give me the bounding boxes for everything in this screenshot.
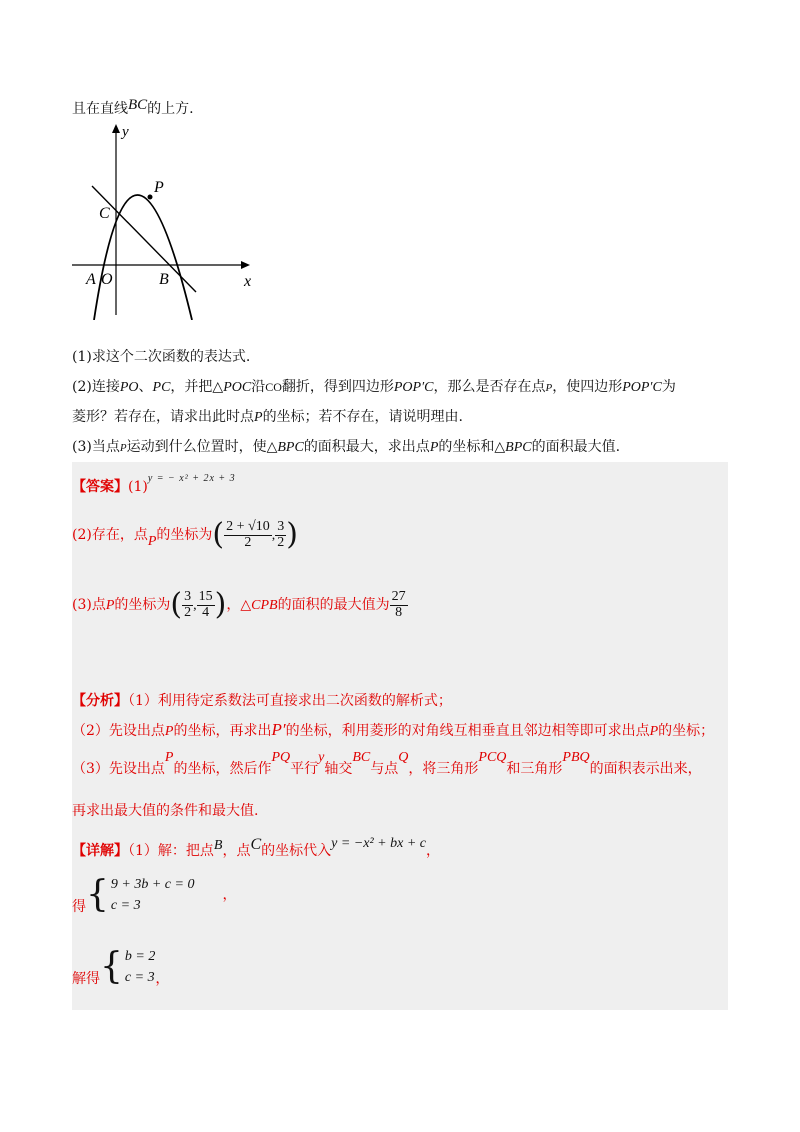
- question-1: (1)求这个二次函数的表达式.: [72, 349, 251, 365]
- answer-3-max: $\frac{27}{8}$: [391, 589, 406, 620]
- parabola-graph: [72, 120, 262, 320]
- question-2-line-1: (2)连接PO、PC，并把△POC沿CO翻折，得到四边形POP′C，那么是否存在点P，使四边形POP′C为: [72, 379, 676, 395]
- detail-line-1: 【详解】（1）解：把点B，点C的坐标代入y = −x² + bx + c，: [72, 836, 440, 859]
- equation-system-1: { 9 + 3b + c = 0 c = 3: [86, 874, 195, 915]
- o-label: O: [101, 271, 113, 288]
- x-axis-arrow: [241, 261, 250, 269]
- y-label: y: [122, 124, 129, 140]
- answer-3: (3)点P的坐标为( $\frac{3}{2}$ , $\frac{15}{4}$ )，△CPB的面积的最大值为 $\frac{27}{8}$: [72, 587, 406, 623]
- answer-1: 【答案】$(1)^{y = - x^2 + 2x + 3}$: [72, 473, 236, 495]
- line-bc: BC: [128, 97, 148, 113]
- analysis-line-1: 【分析】（1）利用待定系数法可直接求出二次函数的解析式；: [72, 693, 452, 709]
- question-3: (3)当点P运动到什么位置时，使△BPC的面积最大，求出点P的坐标和△BPC的面积最大值.: [72, 439, 621, 455]
- b-label: B: [159, 271, 169, 288]
- y-axis-arrow: [112, 124, 120, 133]
- answer-label: 【答案】: [72, 479, 128, 495]
- analysis-line-4: 再求出最大值的条件和最大值.: [72, 803, 259, 819]
- analysis-line-2: （2）先设出点P的坐标，再求出P′的坐标，利用菱形的对角线互相垂直且邻边相等即可求出点P的坐标；: [72, 720, 715, 739]
- question-2-line-2: 菱形？若存在，请求出此时点P的坐标；若不存在，请说明理由.: [72, 409, 464, 425]
- detail-line-3: 解得 { b = 2 c = 3 ，: [72, 946, 170, 987]
- analysis-label: 【分析】: [72, 693, 128, 709]
- intro-line: [72, 98, 194, 118]
- equation-system-2: { b = 2 c = 3: [100, 946, 156, 987]
- a-label: A: [86, 271, 96, 288]
- answer-2-point: ( $\frac{2 + √10}{2}$ , $\frac{3}{2}$ ): [212, 517, 298, 553]
- answer-3-point: ( $\frac{3}{2}$ , $\frac{15}{4}$ ): [170, 587, 227, 623]
- analysis-line-3: （3）先设出点P的坐标，然后作PQ平行y轴交BC与点Q，将三角形PCQ和三角形PBQ的面积表示出来，: [72, 750, 702, 777]
- detail-line-2: 得 { 9 + 3b + c = 0 c = 3 ，: [72, 874, 237, 915]
- x-label: x: [244, 273, 252, 290]
- p-label: P: [154, 179, 164, 196]
- answer-2: (2)存在，点P的坐标为( $\frac{2 + √10}{2}$ , $\frac{3}{2}$ ): [72, 517, 298, 553]
- point-p: [148, 195, 153, 200]
- answer-1-formula: y = − x² + 2x + 3: [147, 473, 236, 484]
- c-label: C: [99, 205, 110, 222]
- intro-text-end: 的上方.: [147, 101, 194, 117]
- detail-label: 【详解】: [72, 843, 128, 859]
- intro-text: 且在直线: [72, 101, 128, 117]
